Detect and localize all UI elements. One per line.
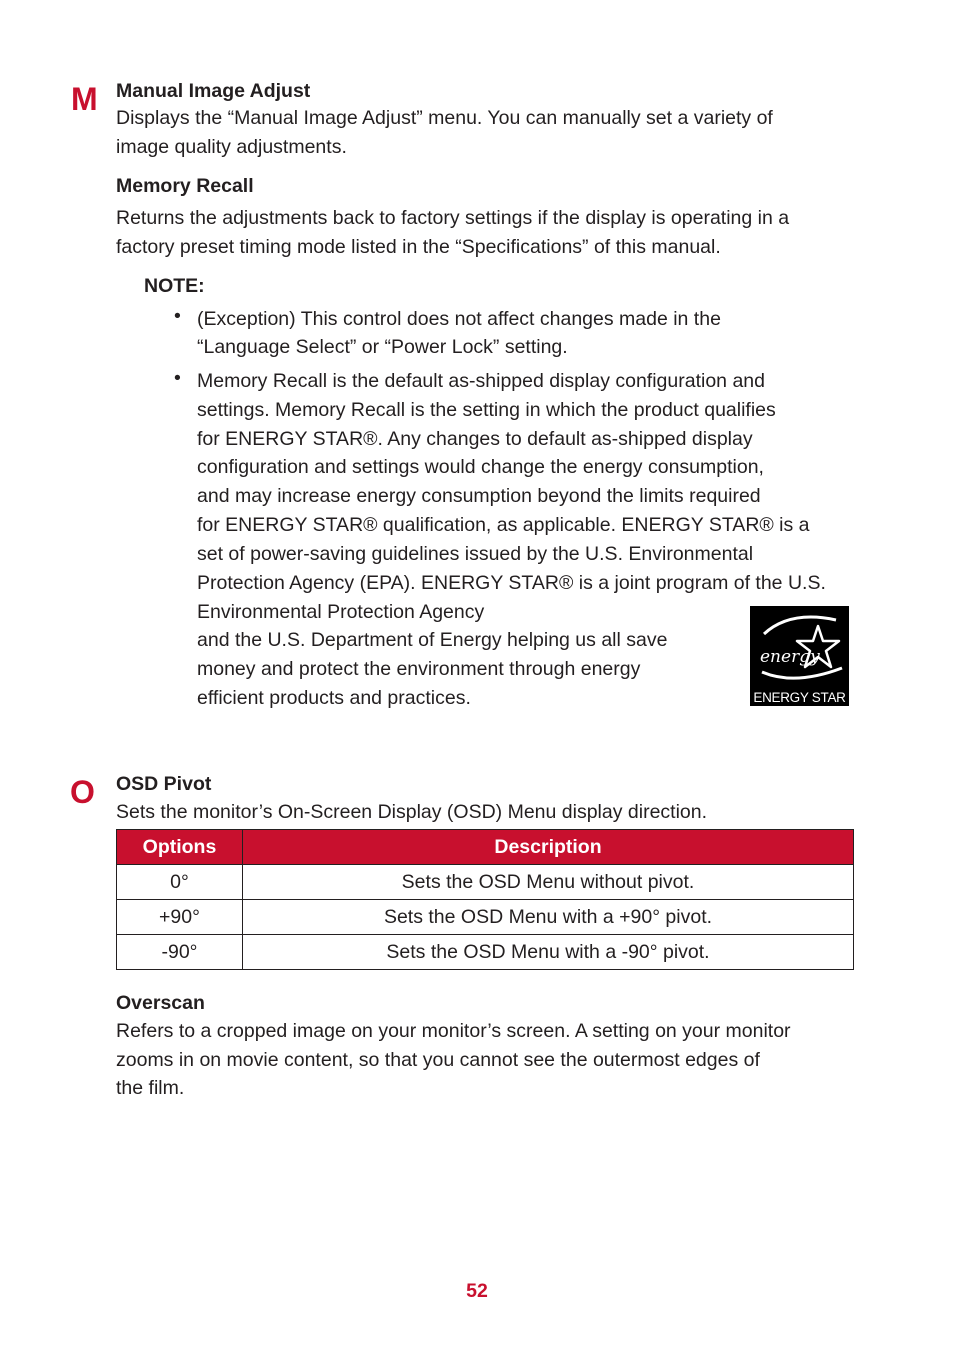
note-bullet-2-line-5: and may increase energy consumption beyond the limits required xyxy=(197,485,761,507)
note-bullet-2-line-6: for ENERGY STAR® qualification, as applicable. ENERGY STAR® is a xyxy=(197,514,810,536)
table-header-row xyxy=(117,830,854,865)
overscan-desc-1: Refers to a cropped image on your monitor’s screen. A setting on your monitor xyxy=(116,1020,791,1042)
section-letter-m: M xyxy=(71,81,98,117)
note-bullet-2-line-8: Protection Agency (EPA). ENERGY STAR® is a joint program of the U.S. xyxy=(197,572,826,594)
option-cell: +90° xyxy=(117,900,243,935)
description-cell: Sets the OSD Menu with a -90° pivot. xyxy=(243,935,854,970)
memory-recall-desc-2: factory preset timing mode listed in the “Specifications” of this manual. xyxy=(116,236,721,258)
note-bullet-2-line-4: configuration and settings would change the energy consumption, xyxy=(197,456,764,478)
memory-recall-desc-1: Returns the adjustments back to factory settings if the display is operating in a xyxy=(116,207,790,229)
manual-image-adjust-desc-2: image quality adjustments. xyxy=(116,136,347,158)
note-bullet-2-line-1: Memory Recall is the default as-shipped display configuration and xyxy=(197,370,765,392)
note-bullet-2-line-12: efficient products and practices. xyxy=(197,687,471,709)
option-cell: -90° xyxy=(117,935,243,970)
bullet-dot-1: • xyxy=(174,305,181,327)
note-bullet-1-line-1: (Exception) This control does not affect changes made in the xyxy=(197,308,721,330)
overscan-heading: Overscan xyxy=(116,992,205,1014)
osd-pivot-table xyxy=(116,829,854,970)
osd-pivot-heading: OSD Pivot xyxy=(116,773,212,795)
osd-pivot-desc: Sets the monitor’s On-Screen Display (OSD) Menu display direction. xyxy=(116,801,708,823)
header-options: Options xyxy=(117,830,243,865)
note-bullet-2-line-10: and the U.S. Department of Energy helping us all save xyxy=(197,629,668,651)
energy-star-logo-text: ENERGY STAR xyxy=(753,690,846,705)
section-letter-o: O xyxy=(70,774,95,810)
note-bullet-1-line-2: “Language Select” or “Power Lock” setting. xyxy=(197,336,568,358)
header-description: Description xyxy=(243,830,854,865)
note-bullet-2-line-2: settings. Memory Recall is the setting in which the product qualifies xyxy=(197,399,776,421)
energy-star-icon xyxy=(750,606,849,688)
memory-recall-heading: Memory Recall xyxy=(116,175,254,197)
table-row xyxy=(117,900,854,935)
bullet-dot-2: • xyxy=(174,367,181,389)
note-bullet-2-line-3: for ENERGY STAR®. Any changes to default as-shipped display xyxy=(197,428,753,450)
overscan-desc-2: zooms in on movie content, so that you cannot see the outermost edges of xyxy=(116,1049,760,1071)
energy-script-text: energy xyxy=(760,647,820,667)
energy-star-logo xyxy=(750,606,849,706)
description-cell: Sets the OSD Menu with a +90° pivot. xyxy=(243,900,854,935)
note-bullet-2-line-9: Environmental Protection Agency xyxy=(197,601,485,623)
manual-image-adjust-desc-1: Displays the “Manual Image Adjust” menu. You can manually set a variety of xyxy=(116,107,773,129)
table-row xyxy=(117,865,854,900)
table-row xyxy=(117,935,854,970)
description-cell: Sets the OSD Menu without pivot. xyxy=(243,865,854,900)
note-bullet-2-line-7: set of power-saving guidelines issued by the U.S. Environmental xyxy=(197,543,754,565)
note-label: NOTE: xyxy=(144,275,205,297)
option-cell: 0° xyxy=(117,865,243,900)
note-bullet-2-line-11: money and protect the environment through energy xyxy=(197,658,641,680)
manual-image-adjust-heading: Manual Image Adjust xyxy=(116,80,311,102)
page-number: 52 xyxy=(466,1280,488,1302)
overscan-desc-3: the film. xyxy=(116,1077,185,1099)
